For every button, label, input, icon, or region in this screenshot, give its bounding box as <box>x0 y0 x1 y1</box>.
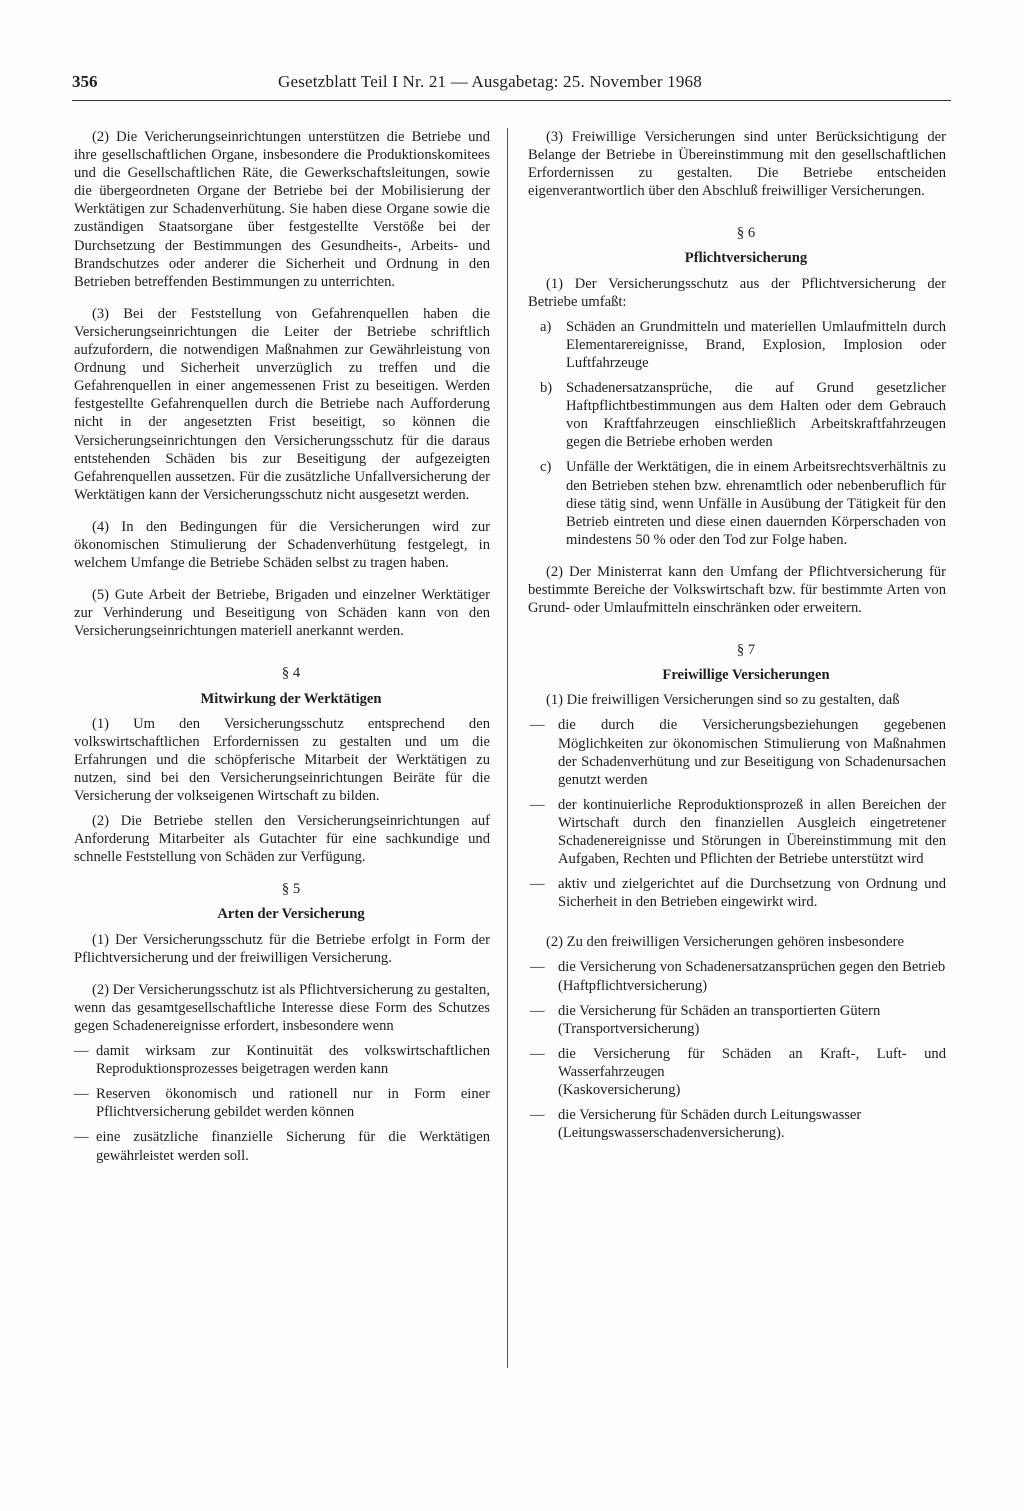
list-item: — die Versicherung für Schäden durch Leitungswasser (Leitungswasserschadenversicherung). <box>528 1106 946 1142</box>
paragraph: (1) Der Versicherungsschutz aus der Pflichtversicherung der Betriebe umfaßt: <box>528 275 946 310</box>
dash-marker: — <box>74 1086 89 1103</box>
page-number: 356 <box>72 72 98 91</box>
list-item: — der kontinuierliche Reproduktionsprozeß in allen Bereichen der Wirtschaft durch den finanziellen Ausgleich eingetretener Schadenereignisse und Störungen in Übereinstimmung mit den Aufgaben, Rechten und Pflichten der Betriebe unterstützt wird <box>530 796 946 868</box>
dash-marker: — <box>530 717 545 734</box>
list-item: b) Schadenersatzansprüche, die auf Grund gesetzlicher Haftpflichtbestimmungen aus dem Halten oder dem Gebrauch von Kraftfahrzeugen einschließlich Arbeitskraftfahrzeugen gegen die Betriebe erhoben werden <box>540 380 946 451</box>
list-item: a) Schäden an Grundmitteln und materiellen Umlaufmitteln durch Elementarereignisse, Brand, Explosion, Implosion oder Luftfahrzeuge <box>540 318 946 371</box>
paragraph: (2) Der Versicherungsschutz ist als Pflichtversicherung zu gestalten, wenn das gesamtgesellschaftliche Interesse diese Form des Schutzes gegen Schadenereignisse erfordert, insbesondere wenn <box>74 981 490 1034</box>
section-number: § 4 <box>281 665 301 682</box>
right-column <box>528 128 946 1142</box>
header-rule <box>72 100 951 101</box>
list-item: — aktiv und zielgerichtet auf die Durchsetzung von Ordnung und Sicherheit in den Betrieben eingewirkt wird. <box>530 876 946 911</box>
dash-marker: — <box>74 1129 89 1146</box>
list-item: — die Versicherung von Schadenersatzansprüchen gegen den Betrieb (Haftpflichtversicherung) <box>530 959 946 994</box>
paragraph: (3) Bei der Feststellung von Gefahrenquellen haben die Versicherungseinrichtungen die Leiter der Betriebe schriftlich aufzufordern, die notwendigen Maßnahmen zur Gewährleistung von Ordnung und Sicherheit unverzüglich zu treffen und die Gefahrenquellen in einer angemessenen Frist zu beseitigen. Werden festgestellte Gefahrenquellen durch die Betriebe nach Aufforderung nicht in der angesetzten Frist beseitigt, so können die Versicherungseinrichtungen den Versicherungsschutz für die daraus entstehenden Schäden bis zur Beseitigung der aufgezeigten Gefahrenquellen aussetzen. Für die zusätzliche Unfallversicherung der Werktätigen kann der Versicherungsschutz nicht ausgesetzt werden. <box>74 305 490 503</box>
section-title: Freiwillige Versicherungen <box>662 667 830 684</box>
paragraph: (1) Um den Versicherungsschutz entsprechend den volkswirtschaftlichen Erfordernissen zu gestalten und um die Erfahrungen und die schöpferische Mitarbeit der Werktätigen zu nutzen, sind bei den Versicherungseinrichtungen Beiräte für die Versicherung der volkseigenen Wirtschaft zu bilden. <box>74 715 490 804</box>
section-title: Arten der Versicherung <box>217 906 365 923</box>
dash-marker: — <box>74 1043 89 1060</box>
dash-marker: — <box>530 876 545 893</box>
paragraph: (3) Freiwillige Versicherungen sind unter Berücksichtigung der Belange der Betriebe in Übereinstimmung mit den gesellschaftlichen Erfordernissen zu gestalten. Die Betriebe entscheiden eigenverantwortlich über den Abschluß freiwilliger Versicherungen. <box>528 129 946 200</box>
list-item: — damit wirksam zur Kontinuität des volkswirtschaftlichen Reproduktionsprozesses beigetragen werden kann <box>74 1043 490 1078</box>
list-item: — eine zusätzliche finanzielle Sicherung für die Werktätigen gewährleistet werden soll. <box>74 1129 490 1164</box>
paragraph: (2) Der Ministerrat kann den Umfang der Pflichtversicherung für bestimmte Bereiche der Volkswirtschaft bzw. für bestimmte Arten von Grund- oder Umlaufmitteln einschränken oder erweitern. <box>528 563 946 617</box>
item-label: c) <box>540 459 552 476</box>
section-title: Mitwirkung der Werktätigen <box>200 690 382 707</box>
section-number: § 5 <box>281 881 301 898</box>
running-title: Gesetzblatt Teil I Nr. 21 — Ausgabetag: 25. November 1968 <box>278 72 702 91</box>
dash-marker: — <box>530 796 545 813</box>
paragraph: (1) Der Versicherungsschutz für die Betriebe erfolgt in Form der Pflichtversicherung und der freiwilligen Versicherung. <box>74 931 490 966</box>
paragraph: (5) Gute Arbeit der Betriebe, Brigaden und einzelner Werktätiger zur Verhinderung und Beseitigung von Schäden kann von den Versicherungseinrichtungen materiell anerkannt werden. <box>74 587 490 640</box>
page-header <box>0 72 1024 98</box>
paragraph: (2) Zu den freiwilligen Versicherungen gehören insbesondere <box>546 934 904 951</box>
column-divider <box>507 128 508 1368</box>
dash-marker: — <box>530 1107 545 1124</box>
item-label: a) <box>540 318 552 335</box>
list-item: — die durch die Versicherungsbeziehungen gegebenen Möglichkeiten zur ökonomischen Stimulierung von Maßnahmen der Schadenverhütung und zur Beseitigung von Schadenursachen genutzt werden <box>530 717 946 788</box>
dash-marker: — <box>530 1045 545 1062</box>
list-item-sublabel: (Leitungswasserschadenversicherung). <box>558 1125 785 1142</box>
item-label: b) <box>540 380 553 397</box>
paragraph: (2) Die Betriebe stellen den Versicherungseinrichtungen auf Anforderung Mitarbeiter als Gutachter für eine sachkundige und schnelle Feststellung von Schäden zur Verfügung. <box>74 813 490 866</box>
paragraph: (1) Die freiwilligen Versicherungen sind so zu gestalten, daß <box>546 692 900 709</box>
list-item: — die Versicherung für Schäden an Kraft-, Luft- und Wasserfahrzeugen (Kaskoversicherung) <box>530 1045 946 1099</box>
list-item-sublabel: (Transportversicherung) <box>558 1020 700 1037</box>
list-item: — die Versicherung für Schäden an transportierten Gütern (Transportversicherung) <box>528 1002 946 1038</box>
section-number: § 6 <box>736 225 756 242</box>
paragraph: (4) In den Bedingungen für die Versicherungen wird zur ökonomischen Stimulierung der Schadenverhütung festgelegt, in welchem Umfange die Betriebe Schäden selbst zu tragen haben. <box>74 518 490 572</box>
list-item: c) Unfälle der Werktätigen, die in einem Arbeitsrechtsverhältnis zu den Betrieben stehen bzw. ehrenamtlich oder nebenberuflich für diese tätig sind, wenn Unfälle in Ausübung der Tätigkeit für den Betrieb eintreten und diese einen dauernden Körperschaden von mindestens 50 % oder den Tod zur Folge haben. <box>540 459 946 548</box>
section-title: Pflichtversicherung <box>684 250 808 267</box>
dash-marker: — <box>530 1002 545 1019</box>
list-item: — Reserven ökonomisch und rationell nur in Form einer Pflichtversicherung gebildet werden können <box>74 1086 490 1121</box>
section-number: § 7 <box>736 642 756 659</box>
dash-marker: — <box>530 959 545 976</box>
list-item-sublabel: (Haftpflichtversicherung) <box>558 977 708 994</box>
paragraph: (2) Die Vericherungseinrichtungen unterstützen die Betriebe und ihre gesellschaftlichen Organe, insbesondere die Produktionskomitees und die Gesellschaftlichen Räte, die Gewerkschaftsleitungen, sowie die übergeordneten Organe der Betriebe bei der Mobilisierung der Werktätigen zur Schadenverhütung. Sie haben diese Organe sowie die zuständigen Staatsorgane über festgestellte Verstöße bei der Durchsetzung der Bestimmungen des Gesundheits-, Arbeits- und Brandschutzes oder anderer die Sicherheit und Ordnung in den Betrieben betreffenden Bestimmungen zu unterrichten. <box>74 129 490 290</box>
list-item-sublabel: (Kaskoversicherung) <box>558 1082 681 1099</box>
left-column <box>74 128 490 1165</box>
